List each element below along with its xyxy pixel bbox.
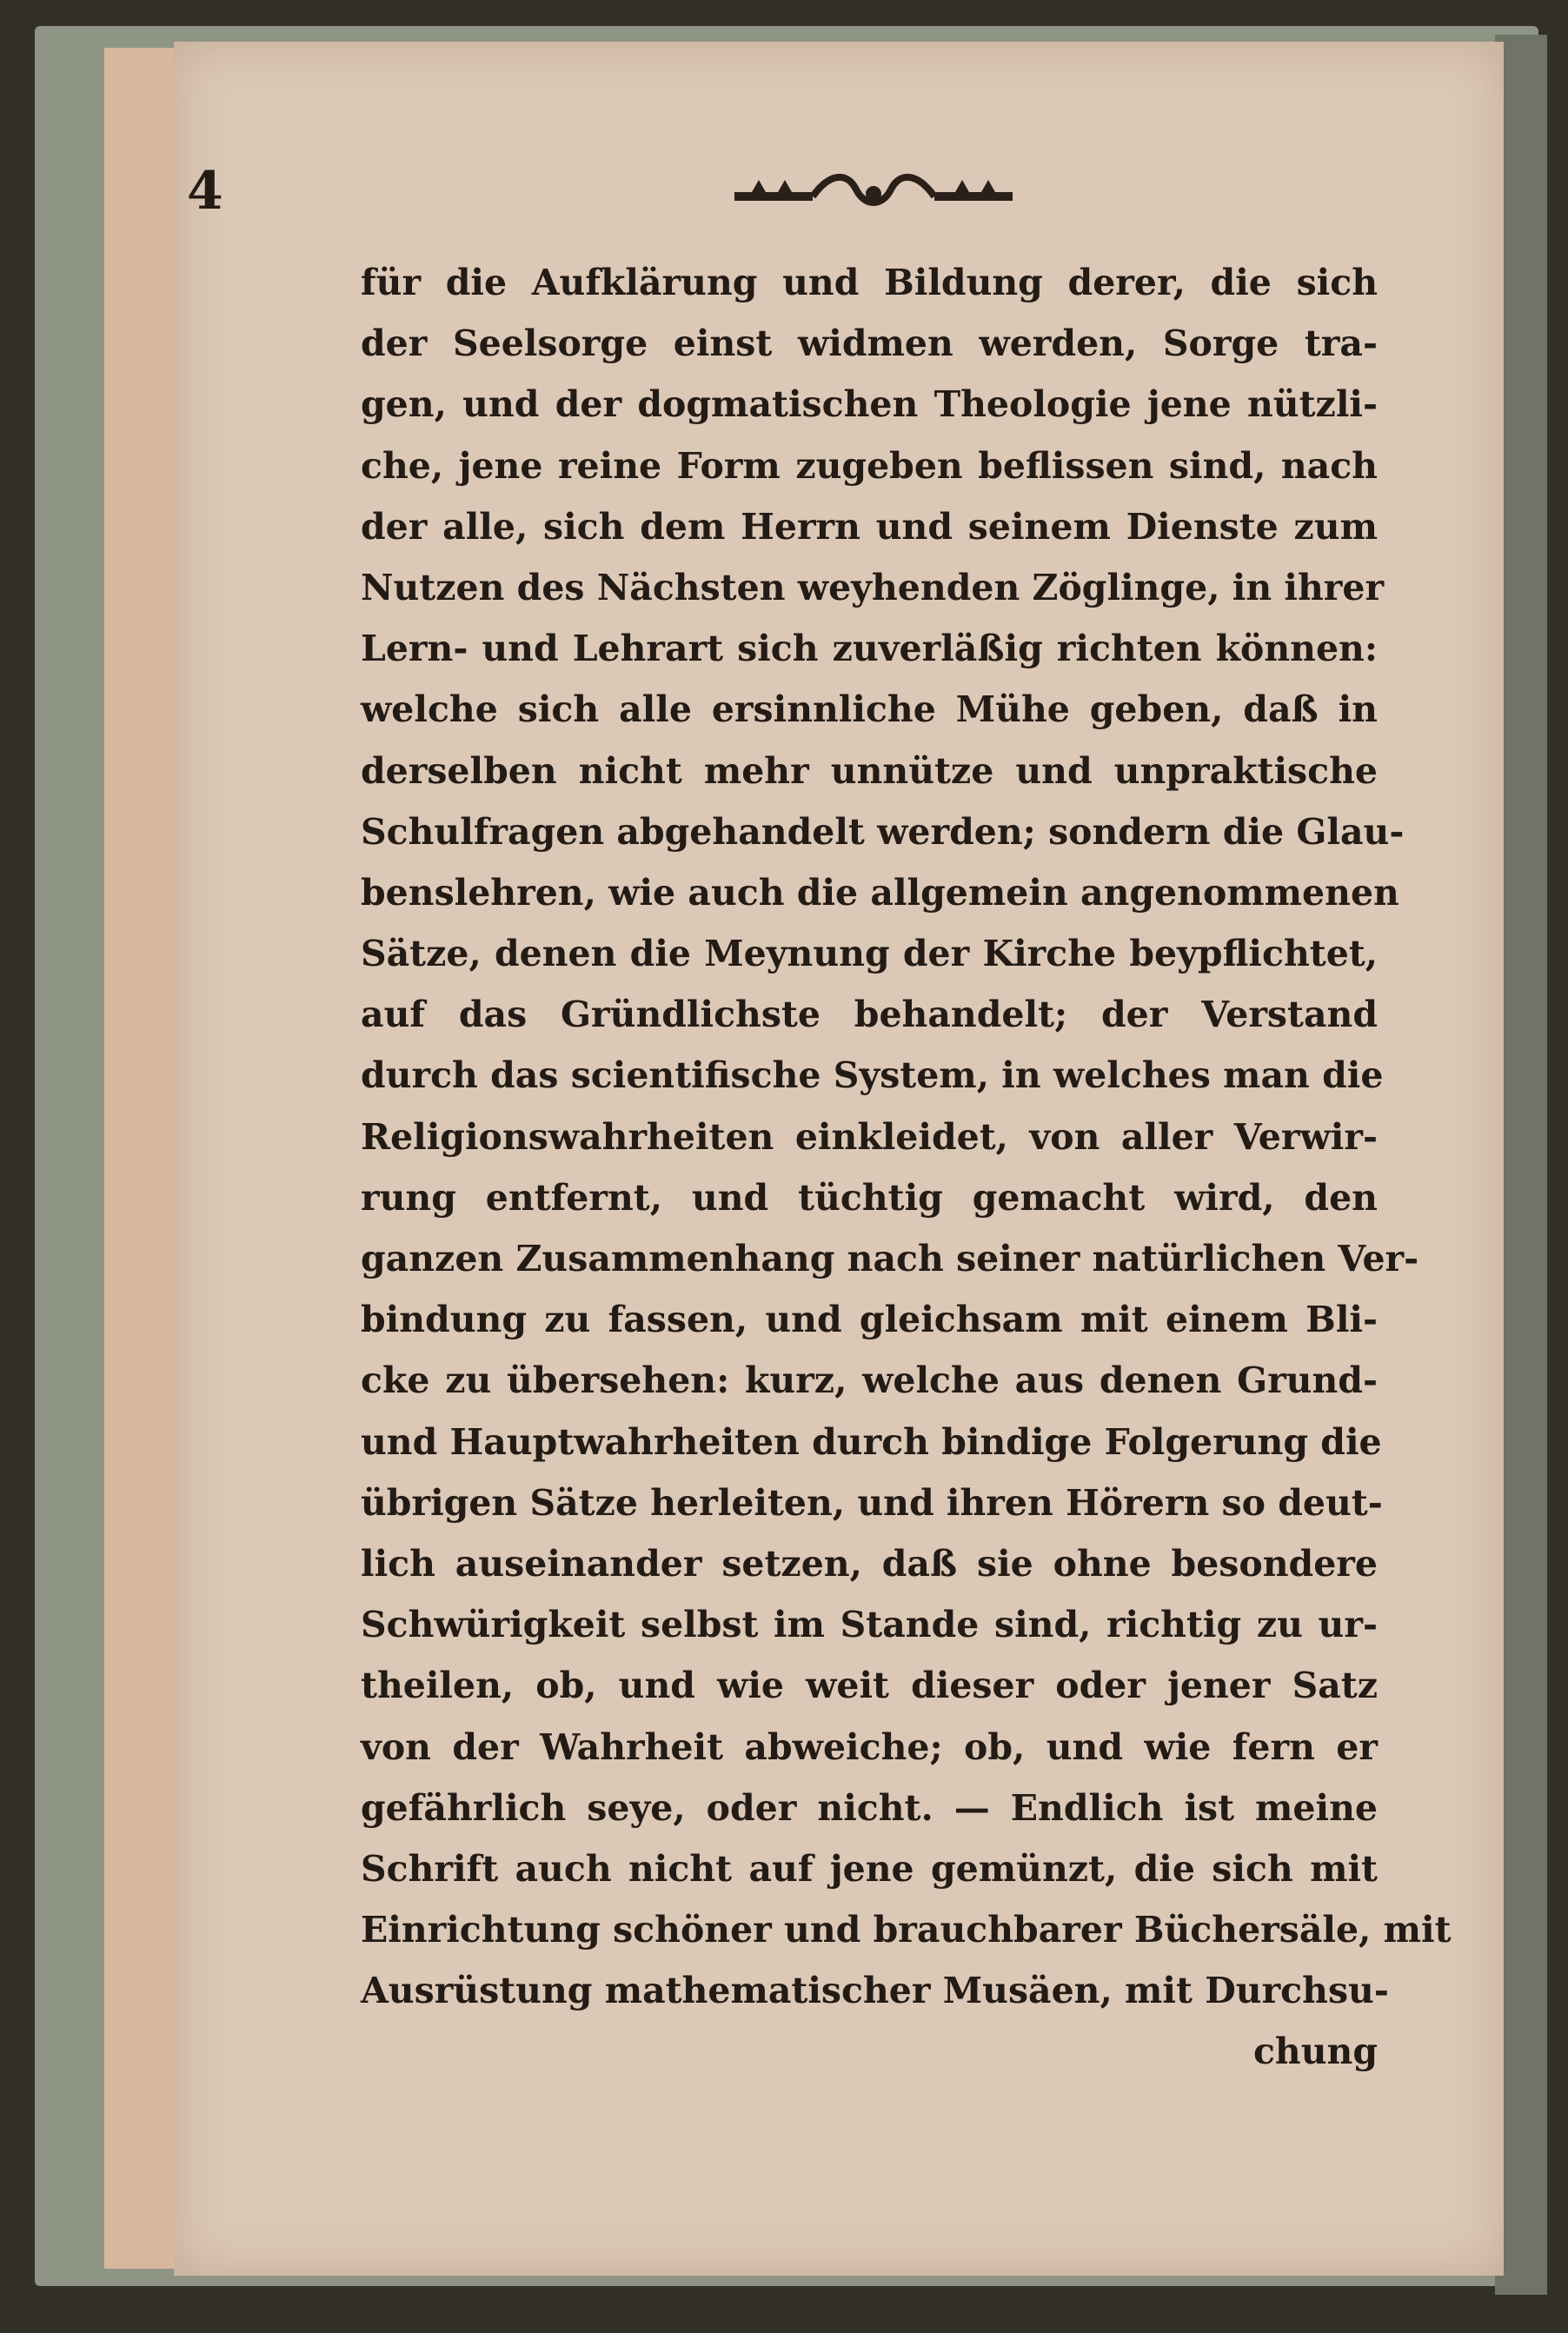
text-line: lich auseinander setzen, daß sie ohne besondere bbox=[361, 1542, 1378, 1585]
text-line: rung entfernt, und tüchtig gemacht wird, den bbox=[361, 1176, 1378, 1219]
text-line: der Seelsorge einst widmen werden, Sorge tra- bbox=[361, 322, 1378, 365]
text-line: der alle, sich dem Herrn und seinem Dienste zum bbox=[361, 505, 1378, 548]
text-line: che, jene reine Form zugeben beflissen sind, nach bbox=[361, 444, 1378, 487]
text-line: cke zu übersehen: kurz, welche aus denen Grund- bbox=[361, 1359, 1378, 1402]
text-line: Schwürigkeit selbst im Stande sind, richtig zu ur- bbox=[361, 1604, 1378, 1646]
text-line: Schrift auch nicht auf jene gemünzt, die sich mit bbox=[361, 1847, 1378, 1890]
text-line: von der Wahrheit abweiche; ob, und wie fern er bbox=[361, 1725, 1378, 1768]
text-line: durch das scientifische System, in welches man die bbox=[361, 1054, 1384, 1097]
text-line: übrigen Sätze herleiten, und ihren Hörern so deut- bbox=[361, 1481, 1383, 1524]
printer-ornament-icon bbox=[734, 168, 1013, 211]
page-header bbox=[187, 161, 1317, 230]
text-line: Ausrüstung mathematischer Musäen, mit Durchsu- bbox=[361, 1970, 1389, 2012]
text-line: gefährlich seye, oder nicht. — Endlich ist meine bbox=[361, 1786, 1378, 1829]
text-line: gen, und der dogmatischen Theologie jene nützli- bbox=[361, 383, 1378, 426]
text-line: benslehren, wie auch die allgemein angenommenen bbox=[361, 871, 1399, 914]
text-line: Einrichtung schöner und brauchbarer Büchersäle, mit bbox=[361, 1909, 1452, 1951]
catchword: chung bbox=[1252, 2031, 1378, 2073]
text-line: für die Aufklärung und Bildung derer, die sich bbox=[361, 262, 1378, 303]
text-line: auf das Gründlichste behandelt; der Verstand bbox=[361, 994, 1378, 1036]
text-line: welche sich alle ersinnliche Mühe geben, daß in bbox=[361, 688, 1378, 731]
page-number: 4 bbox=[187, 161, 223, 222]
text-line: Nutzen des Nächsten weyhenden Zöglinge, in ihrer bbox=[361, 566, 1385, 608]
text-line: bindung zu fassen, und gleichsam mit einem Bli- bbox=[361, 1299, 1378, 1341]
text-line: Lern- und Lehrart sich zuverläßig richten können: bbox=[361, 628, 1378, 670]
page-body-text bbox=[361, 252, 1452, 2083]
text-line: ganzen Zusammenhang nach seiner natürlichen Ver- bbox=[361, 1238, 1419, 1279]
text-line: Religionswahrheiten einkleidet, von aller Verwir- bbox=[361, 1115, 1378, 1158]
text-line: theilen, ob, und wie weit dieser oder jener Satz bbox=[361, 1665, 1378, 1707]
text-line: Sätze, denen die Meynung der Kirche beypflichtet, bbox=[361, 933, 1378, 975]
text-line: und Hauptwahrheiten durch bindige Folgerung die bbox=[361, 1420, 1382, 1463]
text-line: Schulfragen abgehandelt werden; sondern die Glau- bbox=[361, 810, 1405, 853]
text-line: derselben nicht mehr unnütze und unpraktische bbox=[361, 749, 1378, 792]
